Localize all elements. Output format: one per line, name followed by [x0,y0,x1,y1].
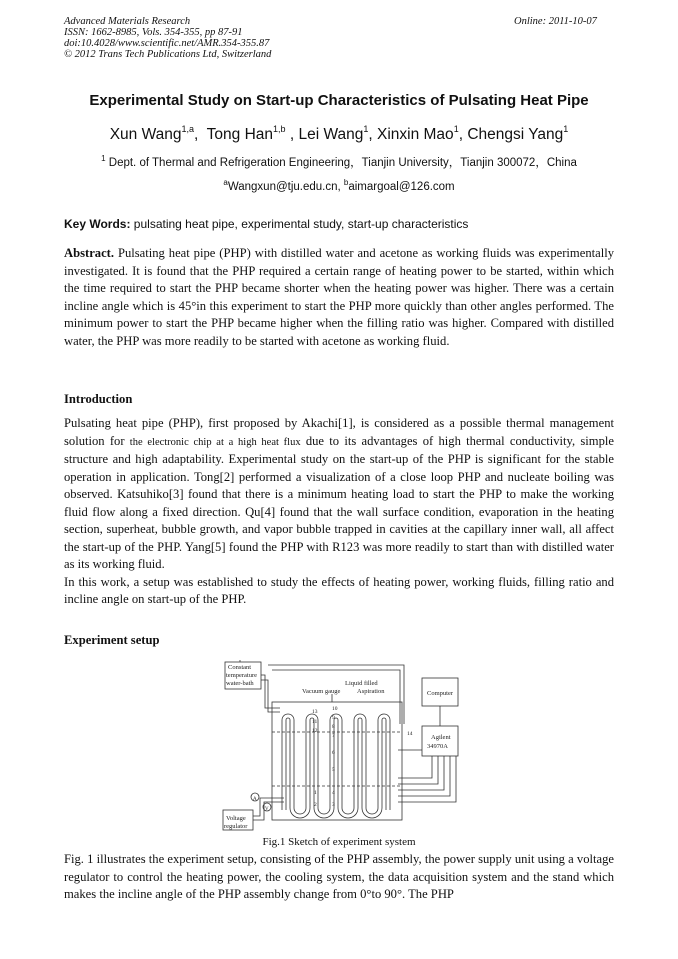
agilent-label: 34970A [427,743,448,750]
thermocouple-label: 14 [407,731,413,737]
author-sup: 1,b [273,124,286,134]
bath-pipe-b [261,680,280,712]
affiliation-text: Dept. of Thermal and Refrigeration Engineering，Tianjin University，Tianjin 300072，China [105,157,577,169]
liquid-filled-label: Liquid filled [345,680,378,687]
email-sup-b: b [343,178,349,187]
thermocouple-label: 5 [332,767,335,773]
thermocouple-label: 2 [314,802,317,808]
bath-label: water-bath [226,680,254,687]
author-list [0,124,678,144]
aspiration-label: Aspiration [357,688,385,695]
figure-caption: Fig.1 Sketch of experiment system [262,836,416,848]
thermocouple-label: 4 [332,790,335,796]
voltage-label: regulator [224,823,248,830]
author-name: Tong Han [206,126,274,143]
php-tube-inner [286,718,386,818]
author-sep: , [285,126,299,143]
abstract [64,245,614,350]
online-date: Online: 2011-10-07 [514,16,597,27]
doi-line: doi:10.4028/www.scientific.net/AMR.354-355.87 [64,38,270,49]
php-frame [272,702,402,820]
abstract-label: Abstract. [64,246,115,260]
email-sup-a: a [223,178,228,187]
thermocouple-label: 10 [332,706,338,712]
keywords-text: pulsating heat pipe, experimental study, start-up characteristics [130,217,469,231]
email-b[interactable]: aimargoal@126.com [348,181,455,193]
copyright-line: © 2012 Trans Tech Publications Ltd, Switzerland [64,49,272,60]
author-name: Xun Wang [109,126,182,143]
experiment-body: Fig. 1 illustrates the experiment setup, consisting of the PHP assembly, the power supply unit using a voltage regulator to control the heating power, the cooling system, the data acquisition system and the stand which makes the incline angle of the PHP assembly change from 0°to 90°. The PHP [64,852,614,901]
journal-name: Advanced Materials Research [64,16,191,27]
agilent-wire [398,756,432,778]
author-sep: , [458,126,468,143]
introduction-heading: Introduction [64,392,133,406]
vacuum-gauge-label: Vacuum gauge [302,688,341,695]
keywords [64,217,620,231]
keywords-label: Key Words: [64,217,131,231]
affiliation [0,154,678,170]
author-name: Xinxin Mao [377,126,454,143]
agilent-wire [398,756,444,790]
author-sup: 1 [453,124,459,134]
voltage-label: Voltage [226,815,246,822]
author-emails [0,178,678,193]
agilent-label: Agilent [431,734,451,741]
agilent-wire [398,756,456,802]
email-a[interactable]: Wangxun@tju.edu.cn, [227,181,344,193]
paper-title: Experimental Study on Start-up Characteristics of Pulsating Heat Pipe [89,92,589,109]
thermocouple-label: 12 [312,728,318,734]
intro-text-a: Pulsating heat pipe (PHP), first proposed by Akachi[1], is considered as a possible thermal management solution for [64,416,614,448]
thermocouple-label: 6 [332,750,335,756]
thermocouple-label: 3 [332,802,335,808]
issn-line: ISSN: 1662-8985, Vols. 354-355, pp 87-91 [64,27,243,38]
agilent-box [422,726,458,756]
abstract-text: Pulsating heat pipe (PHP) with distilled water and acetone as working fluids was experimentally investigated. It is found that the PHP required a certain range of heating power to be started, within which the time required to start the PHP became shorter when the heating power was higher. There was a certain incline angle which is 45°in this experiment to start the PHP more quickly than other angles performed. The minimum power to start the PHP became higher when the filling ratio was higher. Compared with distilled water, the PHP was more readily to be started with acetone as working fluid. [64,246,614,348]
author-name: Chengsi Yang [467,126,564,143]
bath-label: temperature [226,672,258,679]
author-sep: , [194,126,207,143]
thermocouple-label: 11 [312,719,318,725]
experiment-heading: Experiment setup [64,633,160,647]
author-sup: 1 [563,124,569,134]
author-sup: 1,a [181,124,195,134]
experiment-sketch-figure [222,660,462,835]
thermocouple-label: 7 [332,733,335,739]
thermocouple-label: 9 [332,715,335,721]
introduction-body [64,415,614,609]
affiliation-sup: 1 [101,154,106,163]
thermocouple-label: 13 [312,709,318,715]
php-tube-outer [282,714,390,814]
thermocouple-label: 1 [314,790,317,796]
intro-text-small: the electronic chip at a high heat flux [129,436,301,448]
thermocouple-label: 8 [332,724,335,730]
intro-text-b: due to its advantages of high thermal conductivity, simple structure and high adaptability. Experimental study on the start-up of the PHP is significant for the stable operation in application. Tong[2] performed a visualization of a close loop PHP and nucleate boiling was observed. Katsuhiko[3] found that there is a minimum heating load to start the PHP to make the working fluid flow along a fixed direction. Qu[4] found that the wall surface condition, evaporation in the heating section, superheat, bubble growth, and vapor bubble trapped in cavities at the capillary inner wall, all affect the start-up of the PHP. Yang[5] found the PHP with R123 was more readily to start than with distilled water as its working fluid. [64,433,614,571]
journal-header [64,16,271,60]
author-sep: , [368,126,377,143]
intro-text-p2: In this work, a setup was established to study the effects of heating power, working fluids, filling ratio and incline angle on start-up of the PHP. [64,574,614,606]
author-sup: 1 [363,124,369,134]
voltmeter-label: V [265,807,269,812]
cooling-loop-b [272,670,400,724]
author-name: Lei Wang [298,126,364,143]
computer-label: Computer [427,690,453,697]
ammeter-label: A [253,797,257,802]
bath-label: Constant [228,664,252,671]
